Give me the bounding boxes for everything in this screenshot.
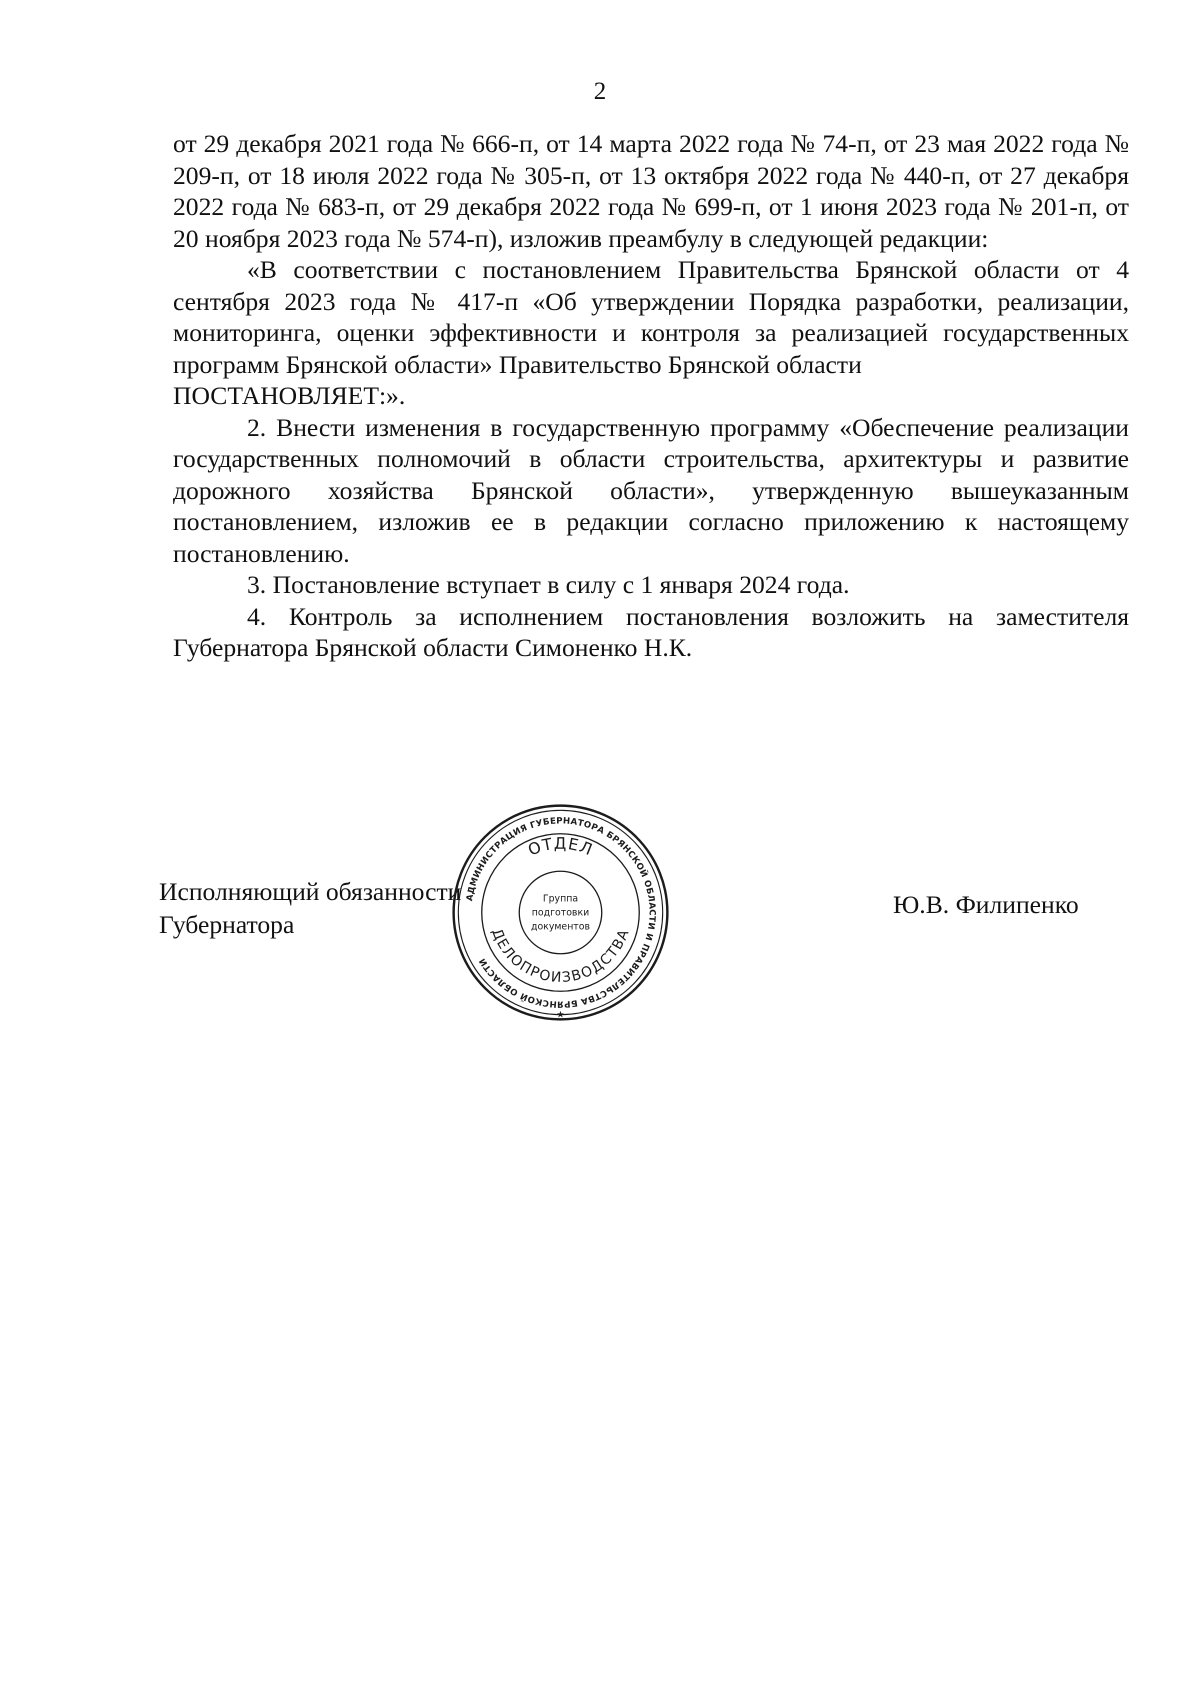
stamp-star-icon: ★ [556, 1009, 565, 1021]
svg-text:ДЕЛОПРОИЗВОДСТВА [488, 926, 633, 986]
paragraph-resolves: ПОСТАНОВЛЯЕТ:». [173, 381, 406, 410]
paragraph-preamble-quote: «В соответствии с постановлением Правительства Брянской области от 4 сентября 2023 года № 417-п «Об утверждении Порядка разработки, реализации, мониторинга, оценки эффективности и контроля за реализацией государственных программ Брянской области» Правительство Брянской области [173, 255, 1129, 379]
paragraph-item-4: 4. Контроль за исполнением постановления возложить на заместителя Губернатора Брянской области Симоненко Н.К. [173, 601, 1129, 662]
signatory-position [159, 875, 461, 941]
svg-text:ОТДЕЛ [525, 834, 596, 860]
stamp-office-work-text: ДЕЛОПРОИЗВОДСТВА [488, 926, 633, 987]
signatory-position-line1: Исполняющий обязанности [159, 877, 462, 906]
signatory-position-line2: Губернатора [159, 910, 295, 939]
stamp-center-line2: подготовки [531, 907, 590, 919]
document-body [173, 128, 1129, 664]
signatory-name: Ю.В. Филипенко [893, 890, 1079, 919]
paragraph-item-2: 2. Внести изменения в государственную программу «Обеспечение реализации государственных полномочий в области строительства, архитектуры и развитие дорожного хозяйства Брянской области», утвержденную вышеуказанным постановлением, изложив ее в редакции согласно приложению к настоящему постановлению. [173, 412, 1129, 568]
stamp-department-text: ОТДЕЛ [525, 833, 596, 860]
official-stamp [448, 800, 673, 1025]
page-number: 2 [593, 78, 607, 105]
paragraph-item-3: 3. Постановление вступает в силу с 1 января 2024 года. [247, 570, 850, 599]
paragraph-continuation: от 29 декабря 2021 года № 666-п, от 14 марта 2022 года № 74-п, от 23 мая 2022 года № 209-п, от 18 июля 2022 года № 305-п, от 13 октября 2022 года № 440-п, от 27 декабря 2022 года № 683-п, от 29 декабря 2022 года № 699-п, от 1 июня 2023 года № 201-п, от 20 ноября 2023 года № 574-п), изложив преамбулу в следующей редакции: [173, 129, 1129, 253]
stamp-center-line3: документов [530, 921, 591, 933]
stamp-outer-text: АДМИНИСТРАЦИЯ ГУБЕРНАТОРА БРЯНСКОЙ ОБЛАСТИ И ПРАВИТЕЛЬСТВА БРЯНСКОЙ ОБЛАСТИ [465, 816, 657, 1009]
stamp-center-line1: Группа [542, 893, 579, 905]
